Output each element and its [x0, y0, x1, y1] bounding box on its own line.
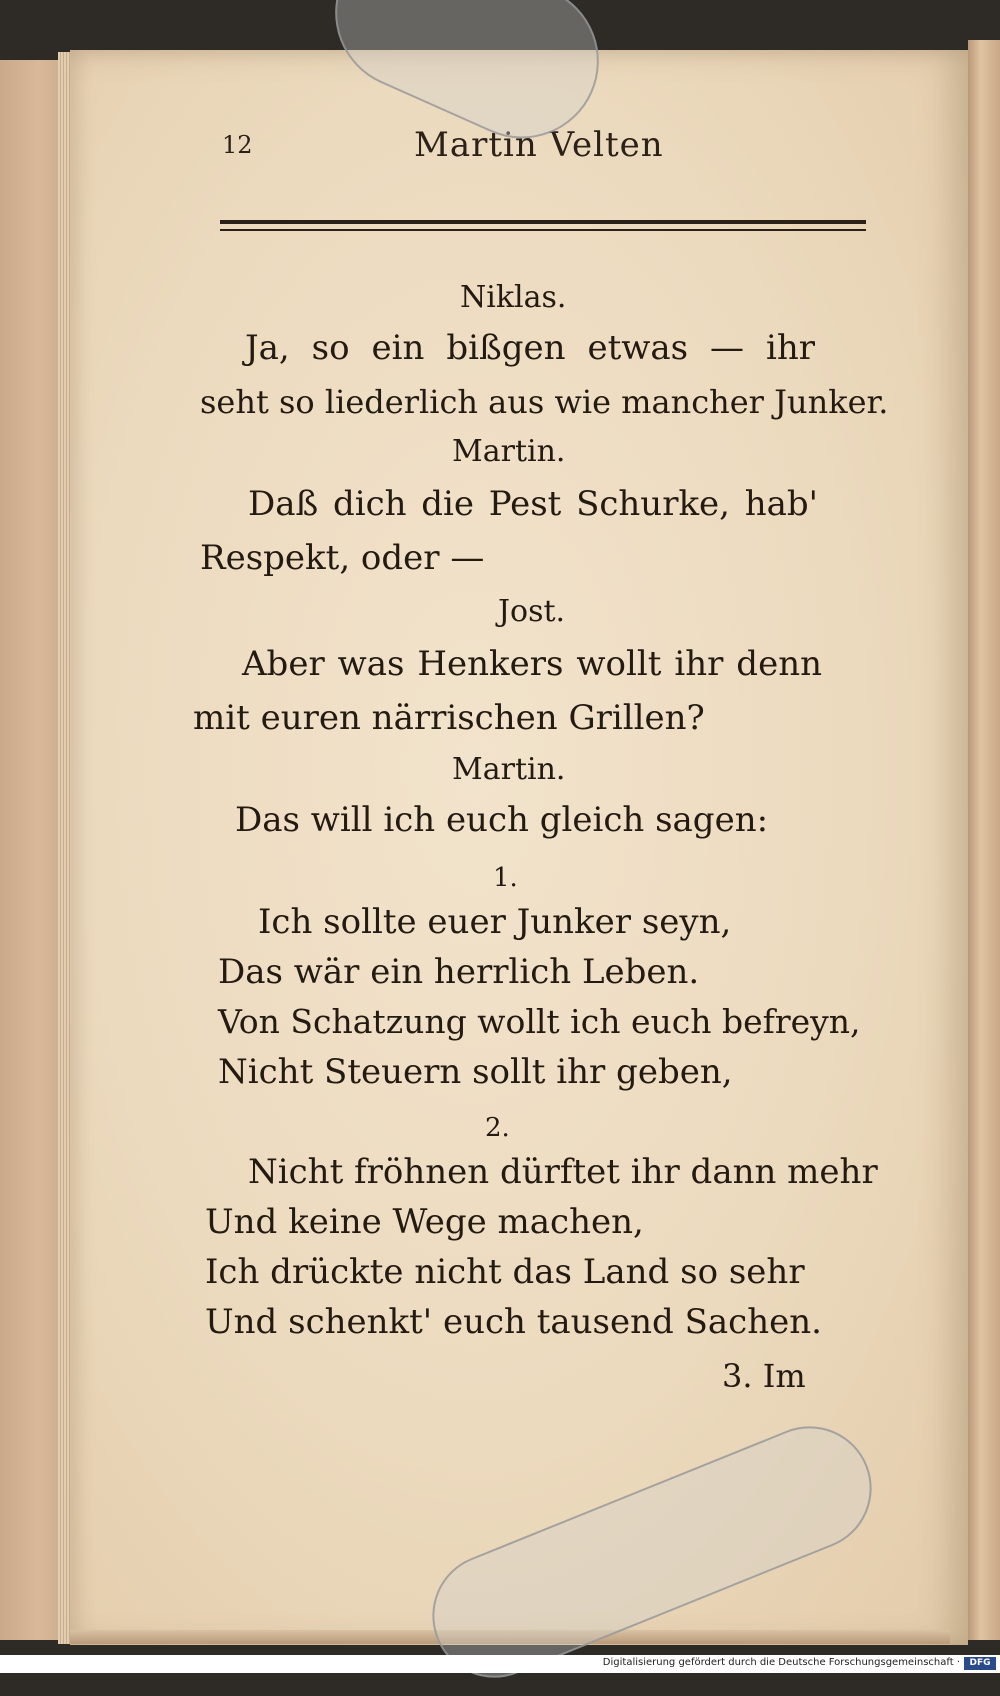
verse-line: Nicht Steuern sollt ihr geben, — [218, 1052, 733, 1092]
dialogue-line: Daß dich die Pest Schurke, hab' — [248, 484, 818, 524]
speaker-name: Martin. — [452, 434, 566, 469]
speaker-name: Jost. — [498, 594, 566, 629]
verse-line: Und keine Wege machen, — [205, 1202, 644, 1242]
page-number: 12 — [222, 131, 253, 159]
stanza-number: 1. — [493, 863, 518, 893]
dialogue-line: Respekt, oder — — [200, 538, 485, 578]
verse-line: Und schenkt' euch tausend Sachen. — [205, 1302, 822, 1342]
dfg-logo: DFG — [964, 1657, 996, 1670]
speaker-name: Niklas. — [460, 280, 567, 315]
verse-line: Von Schatzung wollt ich euch befreyn, — [218, 1002, 861, 1041]
catchword: 3. Im — [722, 1357, 806, 1395]
stanza-number: 2. — [485, 1113, 510, 1143]
verse-line: Ich drückte nicht das Land so sehr — [205, 1252, 805, 1292]
book-cover-left — [0, 60, 62, 1640]
running-title: Martin Velten — [414, 125, 664, 165]
dialogue-line: seht so liederlich aus wie mancher Junker. — [200, 383, 889, 421]
dialogue-line: mit euren närrischen Grillen? — [193, 698, 705, 738]
header-rule — [220, 220, 866, 224]
verse-line: Nicht fröhnen dürftet ihr dann mehr — [248, 1152, 878, 1192]
dialogue-line: Aber was Henkers wollt ihr denn — [242, 644, 822, 684]
verse-line: Das wär ein herrlich Leben. — [218, 952, 700, 992]
digitization-credit: Digitalisierung gefördert durch die Deutsche Forschungsgemeinschaft · — [602, 1657, 960, 1668]
dialogue-line: Das will ich euch gleich sagen: — [235, 800, 769, 840]
dialogue-line: Ja, so ein bißgen etwas — ihr — [245, 328, 815, 368]
book-cover-right — [968, 40, 1000, 1640]
header-rule-thin — [220, 229, 866, 231]
verse-line: Ich sollte euer Junker seyn, — [258, 902, 732, 942]
speaker-name: Martin. — [452, 752, 566, 787]
